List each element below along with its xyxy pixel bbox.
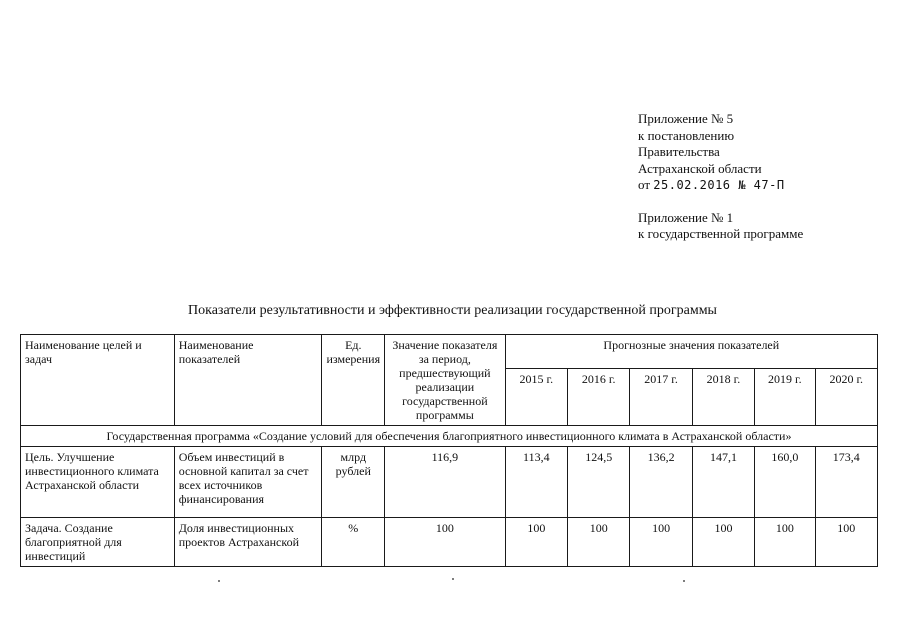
scan-speck bbox=[452, 578, 454, 580]
header-indicator: Наименование показателей bbox=[174, 335, 322, 426]
annex-date-line bbox=[638, 177, 803, 194]
value-cell: 173,4 bbox=[815, 447, 877, 518]
value-cell: 100 bbox=[692, 518, 754, 567]
value-cell: 136,2 bbox=[630, 447, 692, 518]
value-cell: 100 bbox=[505, 518, 567, 567]
header-year: 2020 г. bbox=[815, 369, 877, 426]
value-cell: 160,0 bbox=[755, 447, 815, 518]
indicators-table bbox=[20, 334, 878, 567]
prior-value-cell: 100 bbox=[385, 518, 506, 567]
header-goals: Наименование целей и задач bbox=[21, 335, 175, 426]
value-cell: 100 bbox=[630, 518, 692, 567]
value-cell: 100 bbox=[815, 518, 877, 567]
table-row bbox=[21, 447, 878, 518]
annex-date-handwritten: 25.02.2016 № 47-П bbox=[653, 178, 785, 192]
annex-to-program: к государственной программе bbox=[638, 226, 804, 241]
annex-number: Приложение № 5 bbox=[638, 111, 734, 126]
annex-program-number: Приложение № 1 bbox=[638, 209, 734, 225]
header-forecast: Прогнозные значения показателей bbox=[505, 335, 877, 369]
annex-to-resolution: к постановлению bbox=[638, 127, 735, 143]
unit-cell: % bbox=[322, 518, 385, 567]
value-cell: 100 bbox=[568, 518, 630, 567]
header-prior-value: Значение показателя за период, предшествующий реализации государственной программы bbox=[385, 335, 506, 426]
value-cell: 113,4 bbox=[505, 447, 567, 518]
header-year: 2018 г. bbox=[692, 369, 754, 426]
document-title: Показатели результативности и эффективности реализации государственной программы bbox=[188, 303, 717, 318]
value-cell: 124,5 bbox=[568, 447, 630, 518]
program-row bbox=[21, 426, 878, 447]
header-unit: Ед. измерения bbox=[322, 335, 385, 426]
header-year: 2016 г. bbox=[568, 369, 630, 426]
unit-cell: млрд рублей bbox=[322, 447, 385, 518]
goal-cell: Задача. Создание благоприятной для инвестиций bbox=[21, 518, 175, 567]
header-year: 2015 г. bbox=[505, 369, 567, 426]
annex-government: Правительства bbox=[638, 144, 720, 159]
indicator-cell: Объем инвестиций в основной капитал за счет всех источников финансирования bbox=[174, 447, 322, 518]
scan-speck bbox=[218, 580, 220, 582]
header-year: 2017 г. bbox=[630, 369, 692, 426]
value-cell: 147,1 bbox=[692, 447, 754, 518]
scan-speck bbox=[683, 580, 685, 582]
program-name: Государственная программа «Создание условий для обеспечения благоприятного инвестиционного климата в Астраханской области» bbox=[21, 426, 878, 447]
prior-value-cell: 116,9 bbox=[385, 447, 506, 518]
table-row bbox=[21, 518, 878, 567]
value-cell: 100 bbox=[755, 518, 815, 567]
header-row bbox=[21, 335, 878, 369]
indicator-cell: Доля инвестиционных проектов Астраханской bbox=[174, 518, 322, 567]
annex-date-prefix: от bbox=[638, 177, 651, 192]
annex-region: Астраханской области bbox=[638, 160, 762, 176]
goal-cell: Цель. Улучшение инвестиционного климата Астраханской области bbox=[21, 447, 175, 518]
header-year: 2019 г. bbox=[755, 369, 815, 426]
annex-block bbox=[638, 111, 803, 243]
